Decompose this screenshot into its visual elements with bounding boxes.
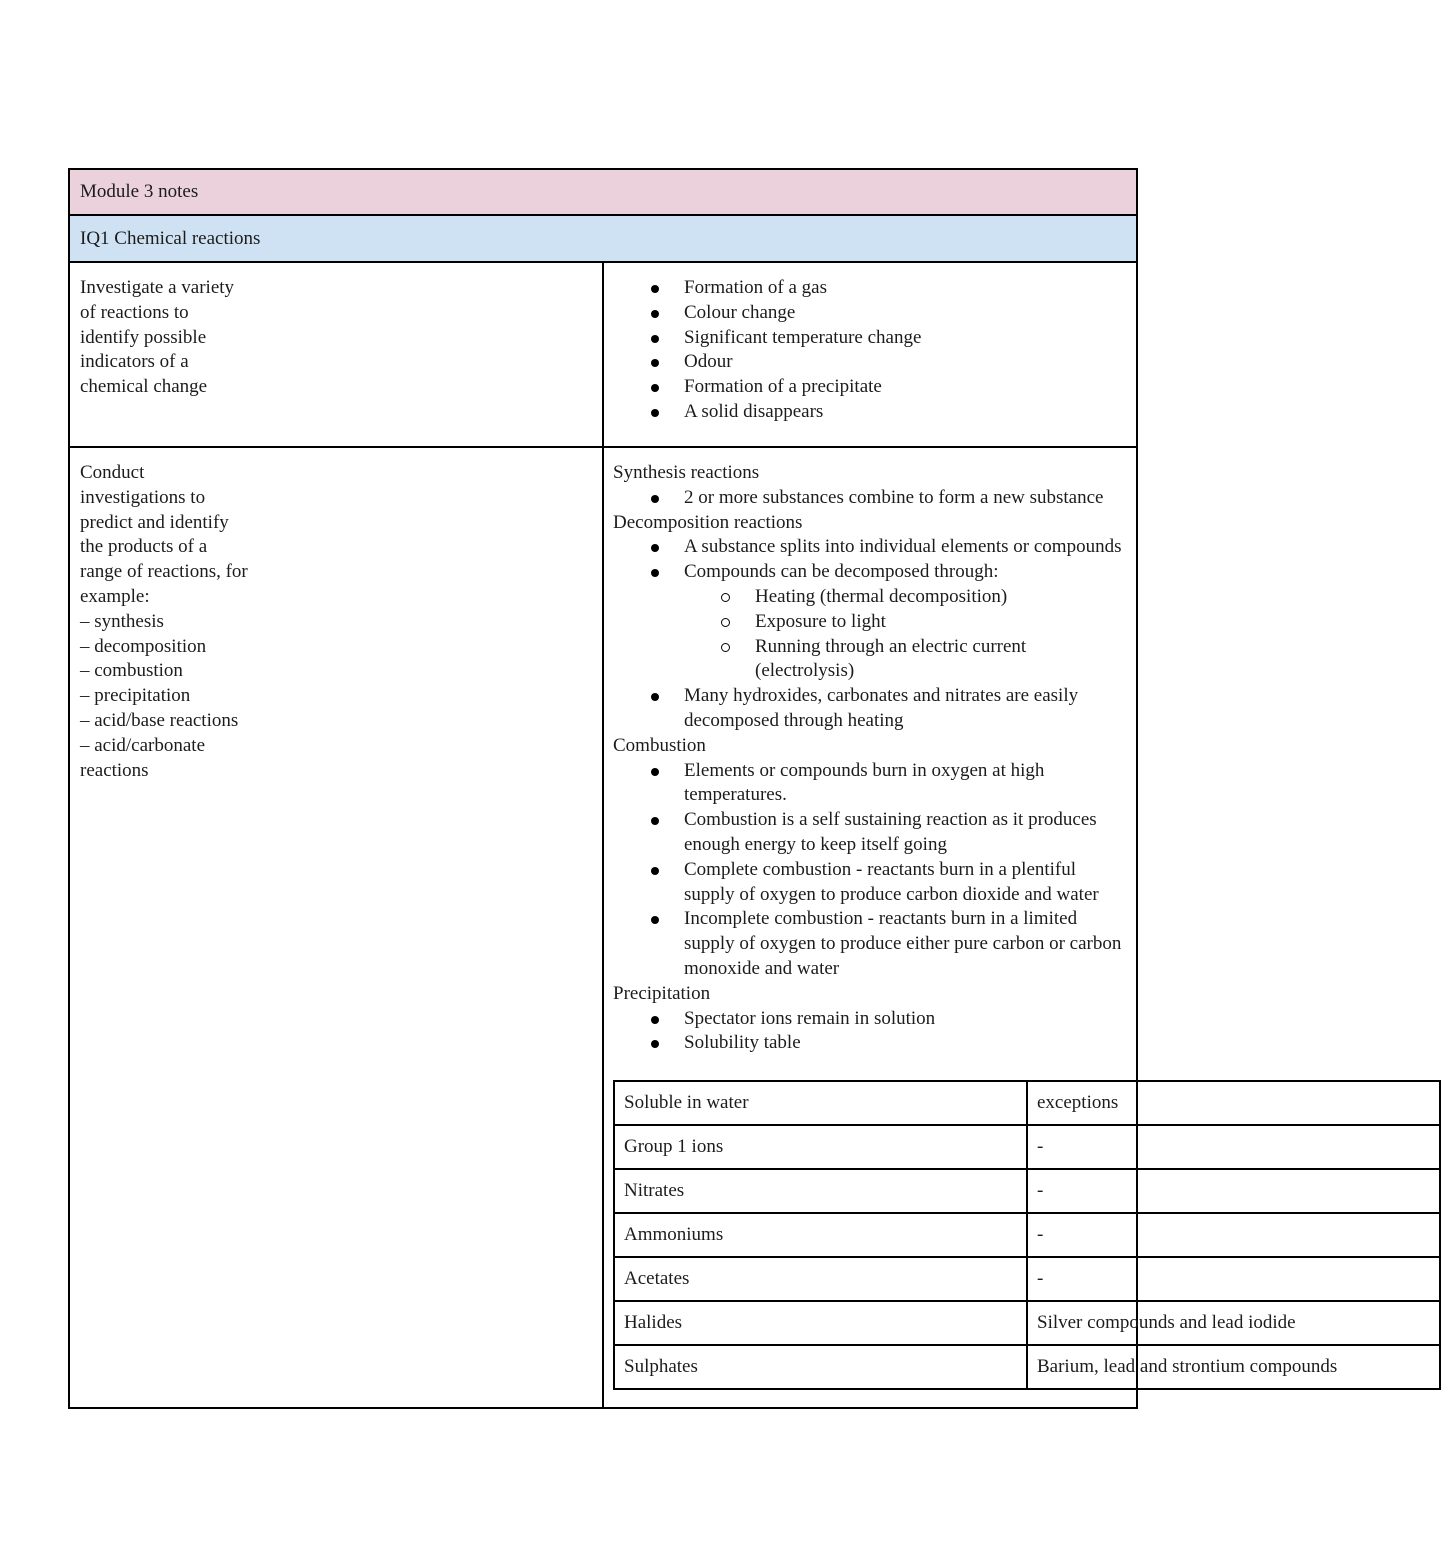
precipitation-heading: Precipitation [613, 982, 711, 1004]
indicator-item: Formation of a precipitate [613, 375, 1128, 400]
decomposition-item: A substance splits into individual elements or compounds [613, 535, 1128, 560]
solubility-header-exceptions: exceptions [1027, 1081, 1440, 1125]
outcome-line: identify possible [80, 326, 207, 348]
exception-cell: - [1027, 1125, 1440, 1169]
precipitation-item: Solubility table [613, 1031, 1128, 1056]
decomposition-heading: Decomposition reactions [613, 511, 803, 533]
indicator-item: Odour [613, 350, 1128, 375]
inquiry-question-title: IQ1 Chemical reactions [69, 215, 1137, 262]
outcome-line: range of reactions, for [80, 561, 248, 583]
outcome-line: reactions [80, 759, 149, 781]
exception-cell: Barium, lead and strontium compounds [1027, 1345, 1440, 1389]
table-row [614, 1301, 1440, 1345]
exception-cell: - [1027, 1213, 1440, 1257]
outcome-line: of reactions to [80, 301, 189, 323]
title-row [69, 169, 1137, 215]
module-title: Module 3 notes [69, 169, 1137, 215]
synthesis-heading: Synthesis reactions [613, 462, 760, 483]
synthesis-list [613, 486, 1128, 511]
solubility-header-row [614, 1081, 1440, 1125]
decomposition-list [613, 535, 1128, 585]
solubility-header-soluble: Soluble in water [614, 1081, 1027, 1125]
combustion-heading: Combustion [613, 734, 706, 756]
outcome-line: example: [80, 585, 150, 607]
soluble-ion-cell: Acetates [614, 1257, 1027, 1301]
indicators-notes [603, 262, 1137, 447]
decomposition-method-list [613, 585, 1128, 684]
outcome-line: chemical change [80, 376, 208, 398]
soluble-ion-cell: Group 1 ions [614, 1125, 1027, 1169]
table-row [614, 1257, 1440, 1301]
precipitation-list [613, 1007, 1128, 1057]
reactions-notes [603, 447, 1338, 1408]
table-row [614, 1213, 1440, 1257]
combustion-item: Combustion is a self sustaining reaction as it produces enough energy to keep itself going [613, 808, 1128, 858]
indicator-list [613, 276, 1128, 425]
outcome-line: – precipitation [80, 685, 191, 707]
outcome-line: predict and identify [80, 511, 229, 533]
inquiry-question-row [69, 215, 1137, 262]
outcome-line: investigations to [80, 486, 206, 508]
decomposition-item: Compounds can be decomposed through: [613, 560, 1128, 585]
notes-table [68, 168, 1338, 1409]
outcome-line: – decomposition [80, 635, 207, 657]
decomposition-item: Many hydroxides, carbonates and nitrates are easily decomposed through heating [613, 684, 1128, 734]
soluble-ion-cell: Sulphates [614, 1345, 1027, 1389]
outcome-line: – acid/base reactions [80, 709, 239, 731]
outcome-line: the products of a [80, 536, 208, 558]
decomposition-method-item: Exposure to light [613, 610, 1128, 635]
reactions-outcome [69, 447, 603, 1408]
soluble-ion-cell: Ammoniums [614, 1213, 1027, 1257]
decomposition-list-continued [613, 684, 1128, 734]
exception-cell: - [1027, 1169, 1440, 1213]
outcome-line: – combustion [80, 660, 183, 682]
outcome-line: – acid/carbonate [80, 734, 206, 756]
solubility-table [613, 1080, 1441, 1390]
indicator-item: Colour change [613, 301, 1128, 326]
combustion-item: Elements or compounds burn in oxygen at high temperatures. [613, 759, 1128, 809]
table-row [614, 1125, 1440, 1169]
indicator-item: A solid disappears [613, 400, 1128, 425]
decomposition-method-item: Heating (thermal decomposition) [613, 585, 1128, 610]
indicator-item: Formation of a gas [613, 276, 1128, 301]
exception-cell: - [1027, 1257, 1440, 1301]
outcome-line: Conduct [80, 462, 145, 483]
soluble-ion-cell: Halides [614, 1301, 1027, 1345]
combustion-item: Incomplete combustion - reactants burn in a limited supply of oxygen to produce either pure carbon or carbon monoxide and water [613, 907, 1128, 981]
table-row [614, 1345, 1440, 1389]
combustion-list [613, 759, 1128, 982]
combustion-item: Complete combustion - reactants burn in a plentiful supply of oxygen to produce carbon dioxide and water [613, 858, 1128, 908]
exception-cell: Silver compounds and lead iodide [1027, 1301, 1440, 1345]
reactions-row [69, 447, 1137, 1408]
outcome-line: Investigate a variety [80, 277, 235, 298]
precipitation-item: Spectator ions remain in solution [613, 1007, 1128, 1032]
outcome-line: indicators of a [80, 351, 189, 373]
soluble-ion-cell: Nitrates [614, 1169, 1027, 1213]
outcome-line: – synthesis [80, 610, 164, 632]
indicators-row [69, 262, 1137, 447]
indicator-item: Significant temperature change [613, 326, 1128, 351]
indicators-outcome [69, 262, 603, 447]
synthesis-item: 2 or more substances combine to form a new substance [613, 486, 1128, 511]
decomposition-method-item: Running through an electric current (electrolysis) [613, 635, 1128, 685]
table-row [614, 1169, 1440, 1213]
